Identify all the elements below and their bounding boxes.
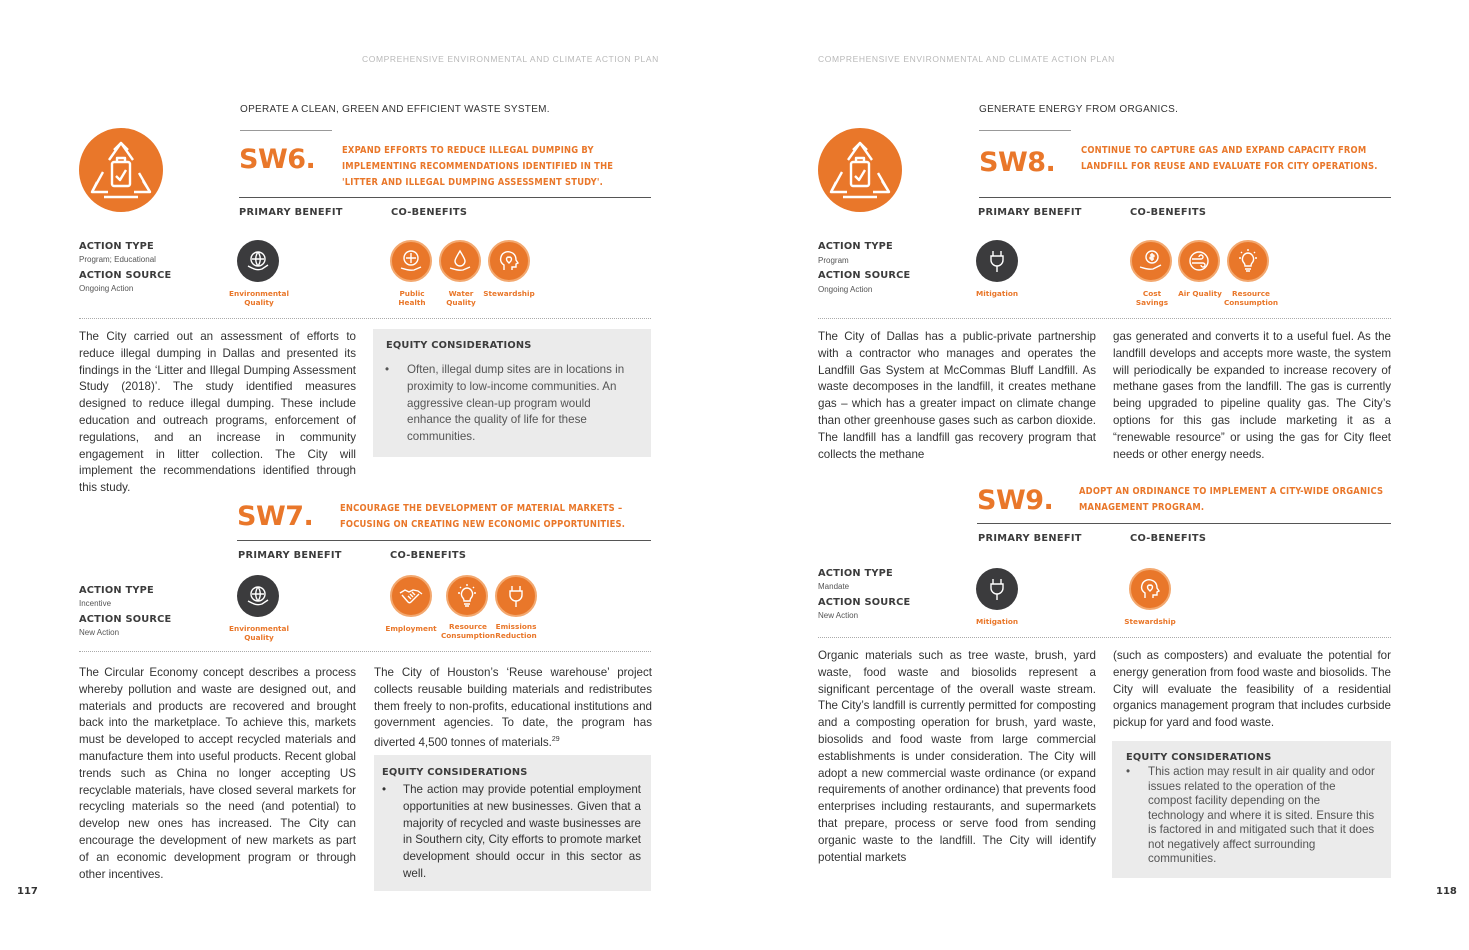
running-header-left: COMPREHENSIVE ENVIRONMENTAL AND CLIMATE ACTION PLAN: [362, 54, 659, 64]
running-header-right: COMPREHENSIVE ENVIRONMENTAL AND CLIMATE ACTION PLAN: [818, 54, 1115, 64]
sw9-body-left: Organic materials such as tree waste, brush, yard waste, food waste and biosolids represent a significant percentage of the overall waste stream. The City’s landfill is currently permitted for composting and a composting operation for brush, yard waste, biosolids and food waste from large commercial establishments is under consideration. The City will adopt a new commercial waste ordinance (or expand requirements of another ordinance) that prevents food enterprises including restaurants, and supermarkets that prepare, process or serve food from sending organic waste to the landfill. The City will identify potential markets: [818, 649, 1096, 864]
benefit-caption: Resource Consumption: [440, 622, 496, 640]
benefit-caption: Stewardship: [483, 289, 535, 298]
benefit-caption: Employment: [385, 624, 437, 633]
benefit-caption: Mitigation: [975, 617, 1019, 626]
co-benefits-label: CO-BENEFITS: [390, 550, 467, 561]
dotted-separator: [818, 637, 1391, 638]
page-number-left: 117: [17, 886, 38, 897]
action-type-label: ACTION TYPE: [79, 241, 154, 252]
action-title-sw6: EXPAND EFFORTS TO REDUCE ILLEGAL DUMPING BY IMPLEMENTING RECOMMENDATIONS IDENTIFIED IN THE 'LITTER AND ILLEGAL DUMPING ASSESSMENT STUDY'.: [342, 145, 614, 188]
benefit-caption: Environmental Quality: [229, 624, 289, 642]
stewardship-head-icon: [488, 240, 530, 282]
primary-benefit-label: PRIMARY BENEFIT: [978, 207, 1082, 218]
sw7-body-right: [374, 665, 652, 752]
sw7-body-left: The Circular Economy concept describes a process whereby pollution and waste are designed out, and materials and products are recovered and brought back into the marketplace. To achieve this, markets must be developed to accept recycled materials and manufacture them into useful products. Recent global trends such as China no longer accepting US recyclable materials, have closed several markets for recycling materials so the need (and potential) to develop new ones has increased. The City can encourage the development of new markets as part of an economic development program or through other incentives.: [79, 666, 356, 881]
action-type-value: Program; Educational: [79, 255, 156, 264]
action-type-label: ACTION TYPE: [818, 241, 893, 252]
benefit-caption: Cost Savings: [1135, 289, 1169, 307]
goal-heading-left: OPERATE A CLEAN, GREEN AND EFFICIENT WASTE SYSTEM.: [240, 104, 550, 115]
goal-rule-left: [240, 130, 332, 131]
co-benefits-label: CO-BENEFITS: [1130, 533, 1207, 544]
equity-heading: EQUITY CONSIDERATIONS: [1126, 752, 1272, 763]
primary-benefit-label: PRIMARY BENEFIT: [978, 533, 1082, 544]
plug-icon: [976, 240, 1018, 282]
action-source-label: ACTION SOURCE: [818, 270, 911, 281]
equity-bullet: This action may result in air quality and odor issues related to the operation of the compost facility depending on the technology and where it is sited. Ensure this is factored in and mitigated such that it does not negatively affect surrounding communities.: [1148, 765, 1375, 865]
sw8-body-right: gas generated and converts it to a useful fuel. As the landfill develops and accepts more waste, the system will periodically be expanded to increase recovery of methane gases from the landfill. The gas is currently being upgraded to pipeline quality gas. The City’s options for this gas include marketing it as a “renewable resource” or using the gas for City fleet needs or other energy needs.: [1113, 330, 1391, 461]
action-type-label: ACTION TYPE: [79, 585, 154, 596]
benefit-caption: Mitigation: [975, 289, 1019, 298]
action-title-sw9: ADOPT AN ORDINANCE TO IMPLEMENT A CITY-WIDE ORGANICS MANAGEMENT PROGRAM.: [1079, 486, 1384, 513]
bullet-dot: •: [385, 363, 390, 376]
action-rule-sw7: [237, 540, 651, 541]
air-quality-icon: [1178, 240, 1220, 282]
action-type-value: Mandate: [818, 582, 850, 591]
equity-box-sw9: [1112, 741, 1391, 878]
action-rule-sw9: [977, 523, 1391, 524]
dotted-separator: [79, 651, 651, 652]
lightbulb-icon: [1227, 240, 1269, 282]
recycle-waste-icon: [818, 128, 902, 212]
benefit-caption: Stewardship: [1124, 617, 1176, 626]
action-type-label: ACTION TYPE: [818, 568, 893, 579]
action-source-label: ACTION SOURCE: [79, 270, 172, 281]
benefit-caption: Environmental Quality: [229, 289, 289, 307]
equity-box-sw7: [374, 755, 651, 891]
action-code-sw9: SW9.: [977, 485, 1054, 516]
sw6-body-text: The City carried out an assessment of efforts to reduce illegal dumping in Dallas and presented its findings in the ‘Litter and Illegal Dumping Assessment Study (2018)’. The study identified measures designed to reduce illegal dumping. These include education and outreach programs, enforcement of regulations, and an increase in community engagement in litter collection. The City will implement the recommendations identified through this study.: [79, 330, 356, 495]
action-source-value: New Action: [818, 611, 859, 620]
action-source-label: ACTION SOURCE: [79, 614, 172, 625]
benefit-caption: Emissions Reduction: [495, 622, 537, 640]
benefit-caption: Air Quality: [1178, 289, 1222, 298]
action-source-label: ACTION SOURCE: [818, 597, 911, 608]
action-source-value: New Action: [79, 628, 120, 637]
primary-benefit-label: PRIMARY BENEFIT: [238, 550, 342, 561]
sw8-body-left: The City of Dallas has a public-private partnership with a contractor who manages and operates the Landfill Gas System at McCommas Bluff Landfill. As waste decomposes in the landfill, it creates methane gas – which has a greater impact on climate change than other greenhouse gases such as carbon dioxide. The landfill has a landfill gas recovery program that collects the methane: [818, 330, 1096, 461]
sw9-body-right: (such as composters) and evaluate the potential for energy generation from food waste and biosolids. The City will evaluate the feasibility of a residential organics management program that includes curbside pickup for yard and food waste.: [1113, 649, 1391, 730]
action-code-sw7: SW7.: [237, 501, 314, 532]
benefit-caption: Resource Consumption: [1223, 289, 1279, 307]
action-title-sw7: ENCOURAGE THE DEVELOPMENT OF MATERIAL MARKETS – FOCUSING ON CREATING NEW ECONOMIC OPPORTUNITIES.: [340, 503, 626, 530]
equity-heading: EQUITY CONSIDERATIONS: [386, 340, 532, 351]
action-rule-sw6: [239, 197, 651, 198]
cost-savings-icon: [1130, 240, 1172, 282]
equity-bullet: Often, illegal dump sites are in locations in proximity to low-income communities. An aggressive clean-up program would enhance the quality of life for these communities.: [407, 363, 625, 444]
action-source-value: Ongoing Action: [818, 285, 873, 294]
plug-icon: [976, 568, 1018, 610]
bullet-dot: •: [1126, 765, 1131, 778]
benefit-caption: Water Quality: [446, 289, 476, 307]
primary-benefit-label: PRIMARY BENEFIT: [239, 207, 343, 218]
co-benefits-label: CO-BENEFITS: [1130, 207, 1207, 218]
goal-rule-right: [979, 130, 1071, 131]
action-type-value: Incentive: [79, 599, 112, 608]
footnote-marker: 29: [551, 736, 560, 744]
page-number-right: 118: [1436, 886, 1457, 897]
handshake-icon: [390, 575, 432, 617]
action-code-sw8: SW8.: [979, 147, 1056, 178]
co-benefits-label: CO-BENEFITS: [391, 207, 468, 218]
bullet-dot: •: [382, 783, 387, 796]
action-code-sw6: SW6.: [239, 144, 316, 175]
equity-box-sw6: [373, 329, 651, 457]
benefit-caption: Public Health: [398, 289, 426, 307]
recycle-waste-icon: [79, 128, 163, 212]
goal-heading-right: GENERATE ENERGY FROM ORGANICS.: [979, 104, 1179, 115]
equity-bullet: The action may provide potential employment opportunities at new businesses. Given that a majority of recycled and waste businesses are in Southern city, City efforts to promote market development should occur in this sector as well.: [403, 783, 641, 880]
sw7-body-right-text: The City of Houston’s ‘Reuse warehouse’ project collects reusable building materials and redistributes them freely to non-profits, educational institutions and government agencies. To date, the program has diverted 4,500 tonnes of materials.: [374, 666, 652, 750]
dotted-separator: [818, 318, 1391, 319]
action-source-value: Ongoing Action: [79, 284, 134, 293]
health-hand-icon: [390, 240, 432, 282]
stewardship-head-icon: [1129, 568, 1171, 610]
action-title-sw8: CONTINUE TO CAPTURE GAS AND EXPAND CAPACITY FROM LANDFILL FOR REUSE AND EVALUATE FOR CITY OPERATIONS.: [1081, 145, 1378, 172]
plug-icon: [495, 575, 537, 617]
lightbulb-icon: [446, 575, 488, 617]
action-type-value: Program: [818, 256, 849, 265]
water-hand-icon: [439, 240, 481, 282]
equity-heading: EQUITY CONSIDERATIONS: [382, 767, 528, 778]
globe-hand-icon: [237, 240, 279, 282]
dotted-separator: [79, 318, 651, 319]
globe-hand-icon: [237, 575, 279, 617]
action-rule-sw8: [979, 197, 1391, 198]
